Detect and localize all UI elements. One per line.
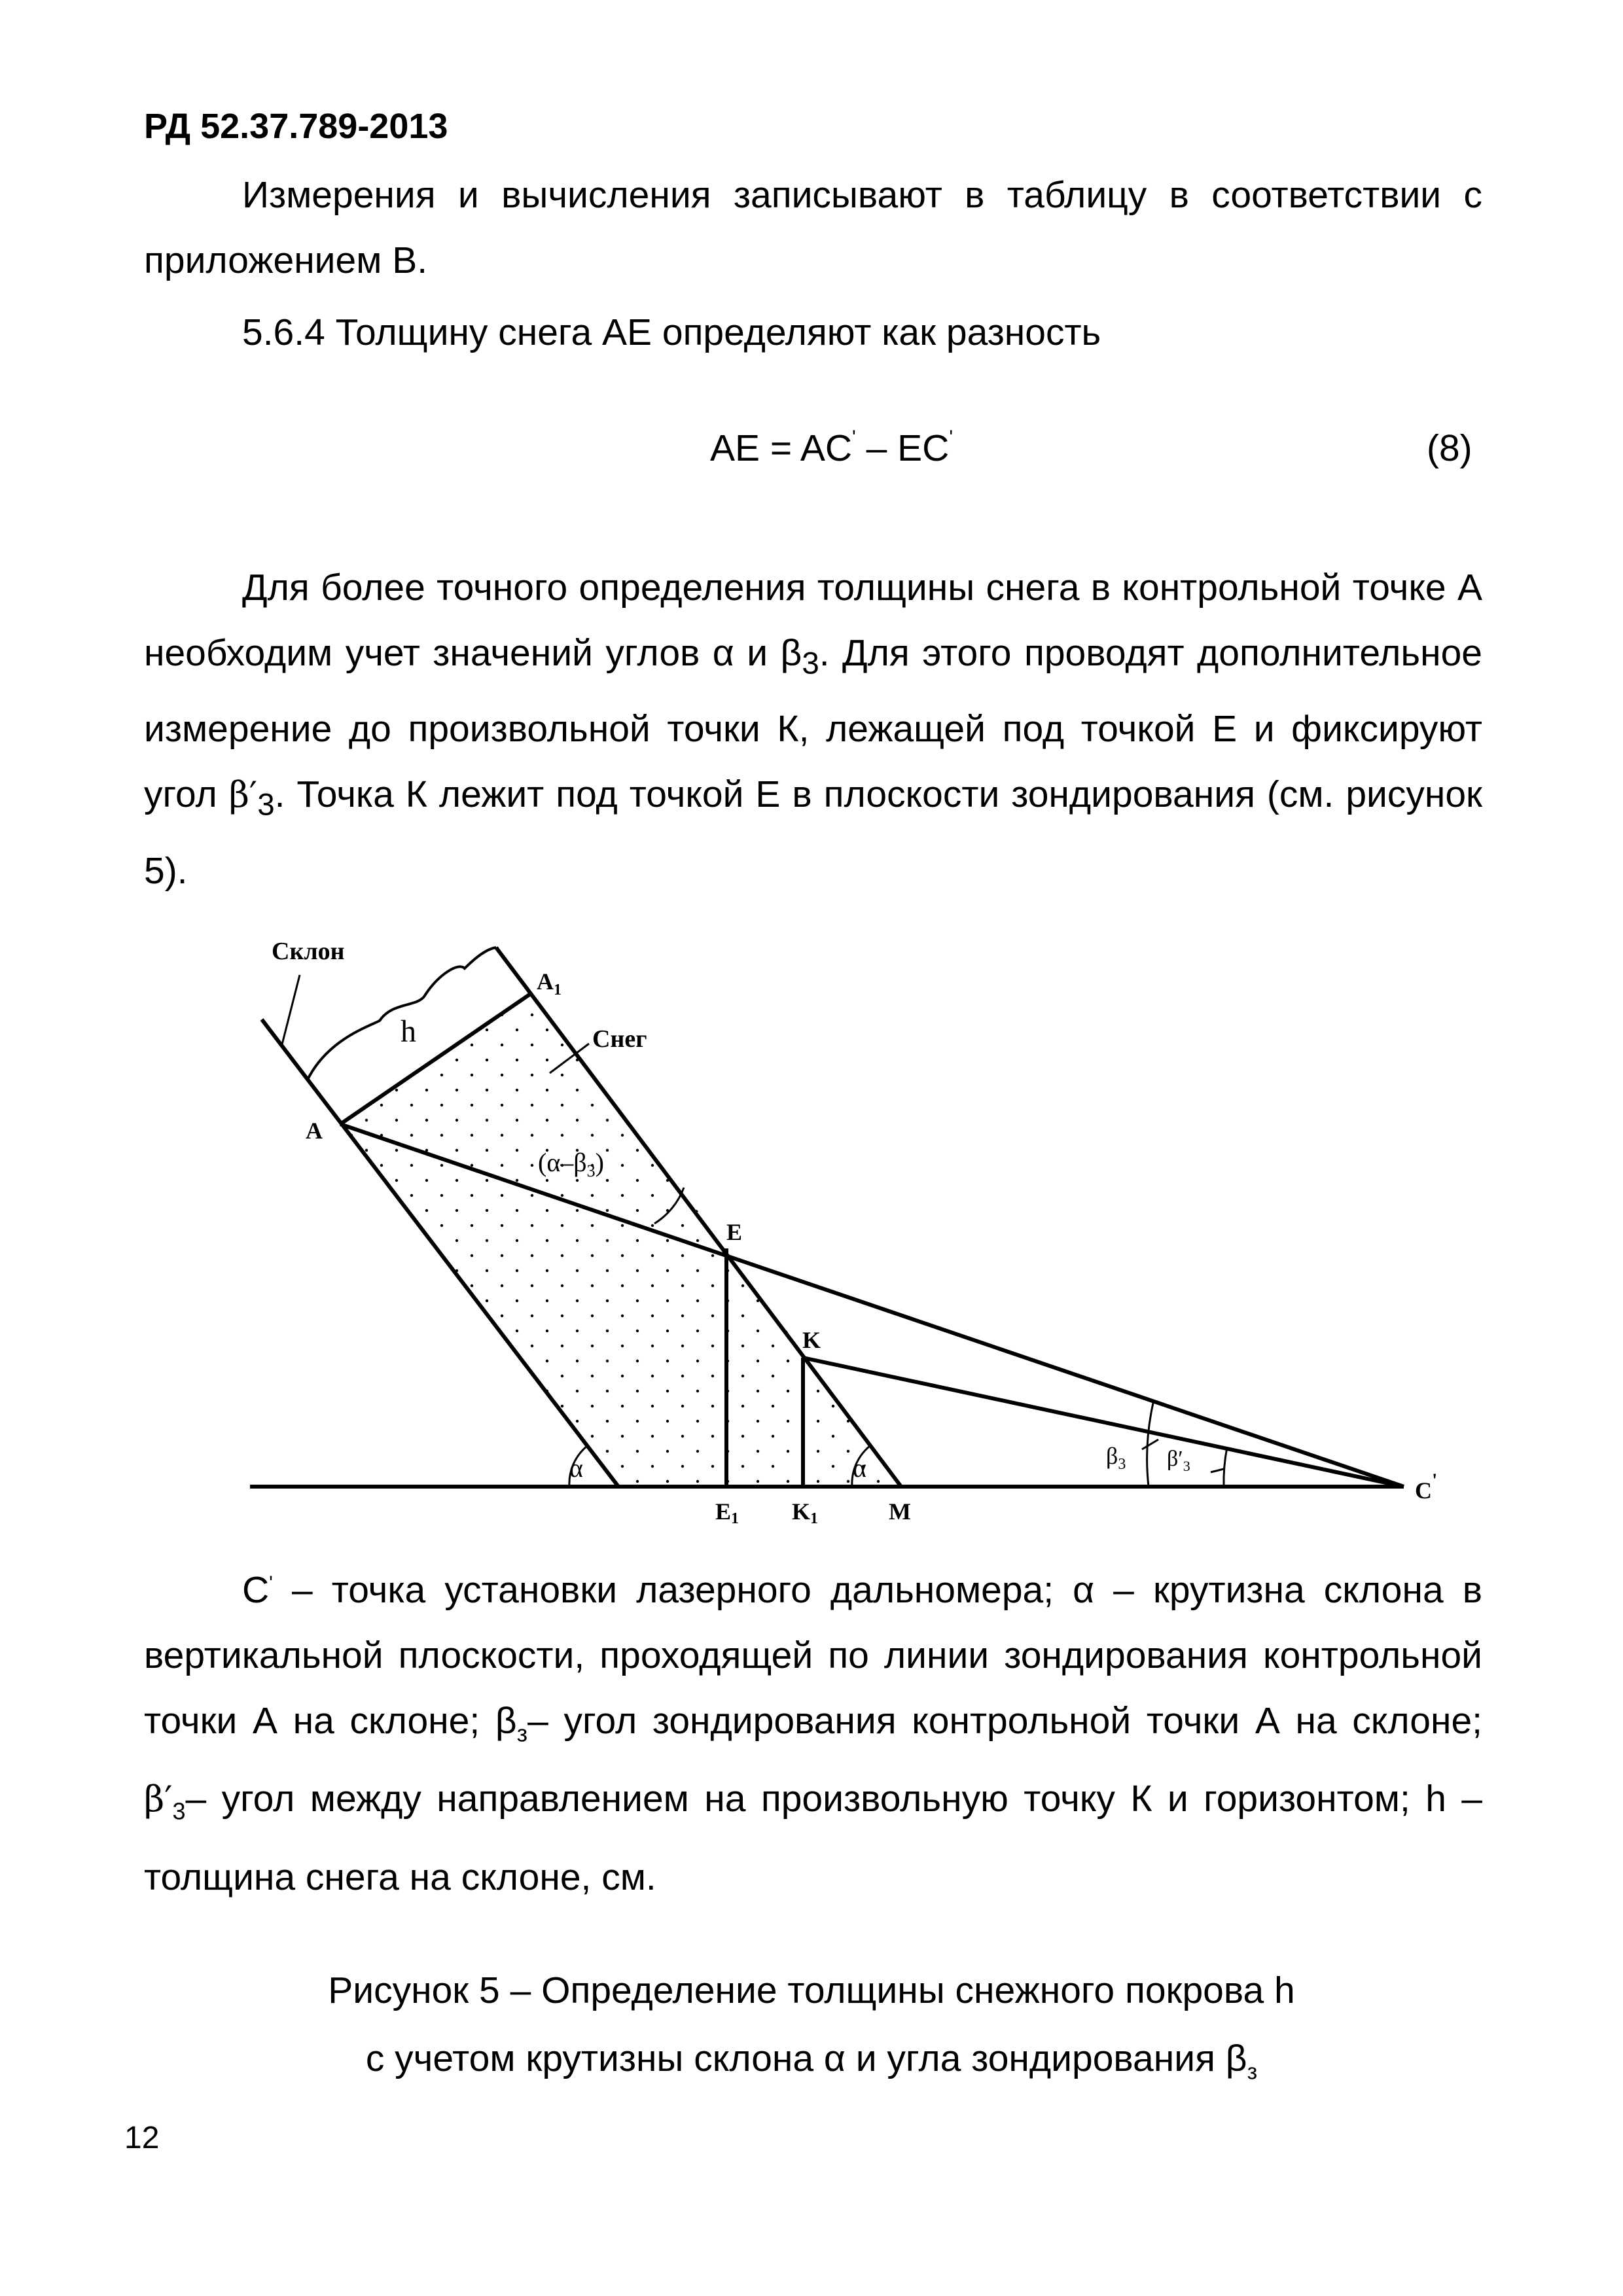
p4-prime: ': [269, 1572, 273, 1594]
label-point-e: E: [726, 1219, 743, 1245]
p3-text-3: . Точка К лежит под точкой Е в плоскости зондирования (см. рисунок 5).: [144, 773, 1482, 892]
equation-number: (8): [1427, 427, 1472, 469]
paragraph-legend: [144, 1551, 1482, 1910]
formula-lhs: AE = AC: [710, 427, 853, 469]
sight-line-k-c: [803, 1358, 1404, 1487]
formula-prime-2: ': [949, 427, 954, 448]
label-alpha-1: α: [569, 1453, 583, 1483]
p4-sub-1: з: [516, 1720, 528, 1747]
label-alpha-2: α: [853, 1453, 866, 1483]
p4-text-4: – угол между направлением на произвольную точку К и горизонтом; h – толщина снега на склоне, см.: [144, 1778, 1482, 1898]
caption-line-2-sub: з: [1247, 2059, 1258, 2085]
beta3p-tick: [1211, 1469, 1224, 1472]
page-number: 12: [124, 2121, 160, 2155]
paragraph-measurements: Измерения и вычисления записывают в таблицу в соответствии с приложением В.: [144, 174, 1482, 281]
label-snow: Снег: [592, 1025, 647, 1053]
label-slope: Склон: [272, 938, 345, 965]
formula-rhs: – EC: [855, 427, 950, 469]
document-code-header: РД 52.37.789-2013: [144, 107, 448, 146]
label-angle-diff: $(\alpha-\beta_3)$: [538, 1148, 604, 1180]
label-h: h: [401, 1014, 416, 1049]
label-point-k1: K1: [792, 1498, 819, 1527]
beta3-tick: [1142, 1439, 1158, 1449]
label-point-k: K: [802, 1327, 821, 1353]
p3-text-1: Для более точного определения толщины снега в контрольной точке А необходим учет значений углов α и β: [144, 567, 1482, 674]
label-point-a1: $A_1$: [537, 968, 562, 998]
formula-prime-1: ': [852, 427, 856, 448]
beta3p-arc: [1224, 1447, 1227, 1487]
p3-sub-2: 3: [257, 787, 275, 822]
figure-caption: [144, 1956, 1479, 2106]
p3-sub-1: 3: [802, 646, 819, 681]
label-point-a: A: [306, 1118, 323, 1144]
label-point-e1: E1: [715, 1498, 740, 1527]
p4-text-2: – точка установки лазерного дальномера; α – крутизна склона в вертикальной плоскости, проходящей по линии зондирования контрольной точки А на склоне; β: [144, 1569, 1482, 1742]
caption-line-1: Рисунок 5 – Определение толщины снежного покрова h: [328, 1969, 1295, 2011]
caption-line-2-text: с учетом крутизны склона α и угла зондирования β: [365, 2038, 1247, 2079]
caption-line-2: [144, 2024, 1479, 2106]
slope-pointer: [281, 975, 300, 1047]
label-beta3: $\beta_3$: [1106, 1443, 1126, 1473]
paragraph-5-6-4: 5.6.4 Толщину снега АЕ определяют как разность: [242, 311, 1101, 353]
p4-beta-prime: β′: [144, 1778, 173, 1820]
p3-beta-prime: β′: [228, 774, 258, 816]
p4-text-3: – угол зондирования контрольной точки А на склоне;: [527, 1700, 1483, 1742]
label-point-m: M: [889, 1498, 911, 1525]
p4-c-letter: С: [242, 1569, 270, 1611]
p4-sub-2: 3: [172, 1797, 186, 1825]
label-beta3-prime: $\beta'_3$: [1167, 1447, 1190, 1474]
p3-text-2: . Для этого проводят дополнительное измерение до произвольной точки К, лежащей под точкой Е и фиксируют угол: [144, 632, 1482, 816]
label-point-c-prime: C': [1415, 1470, 1438, 1504]
